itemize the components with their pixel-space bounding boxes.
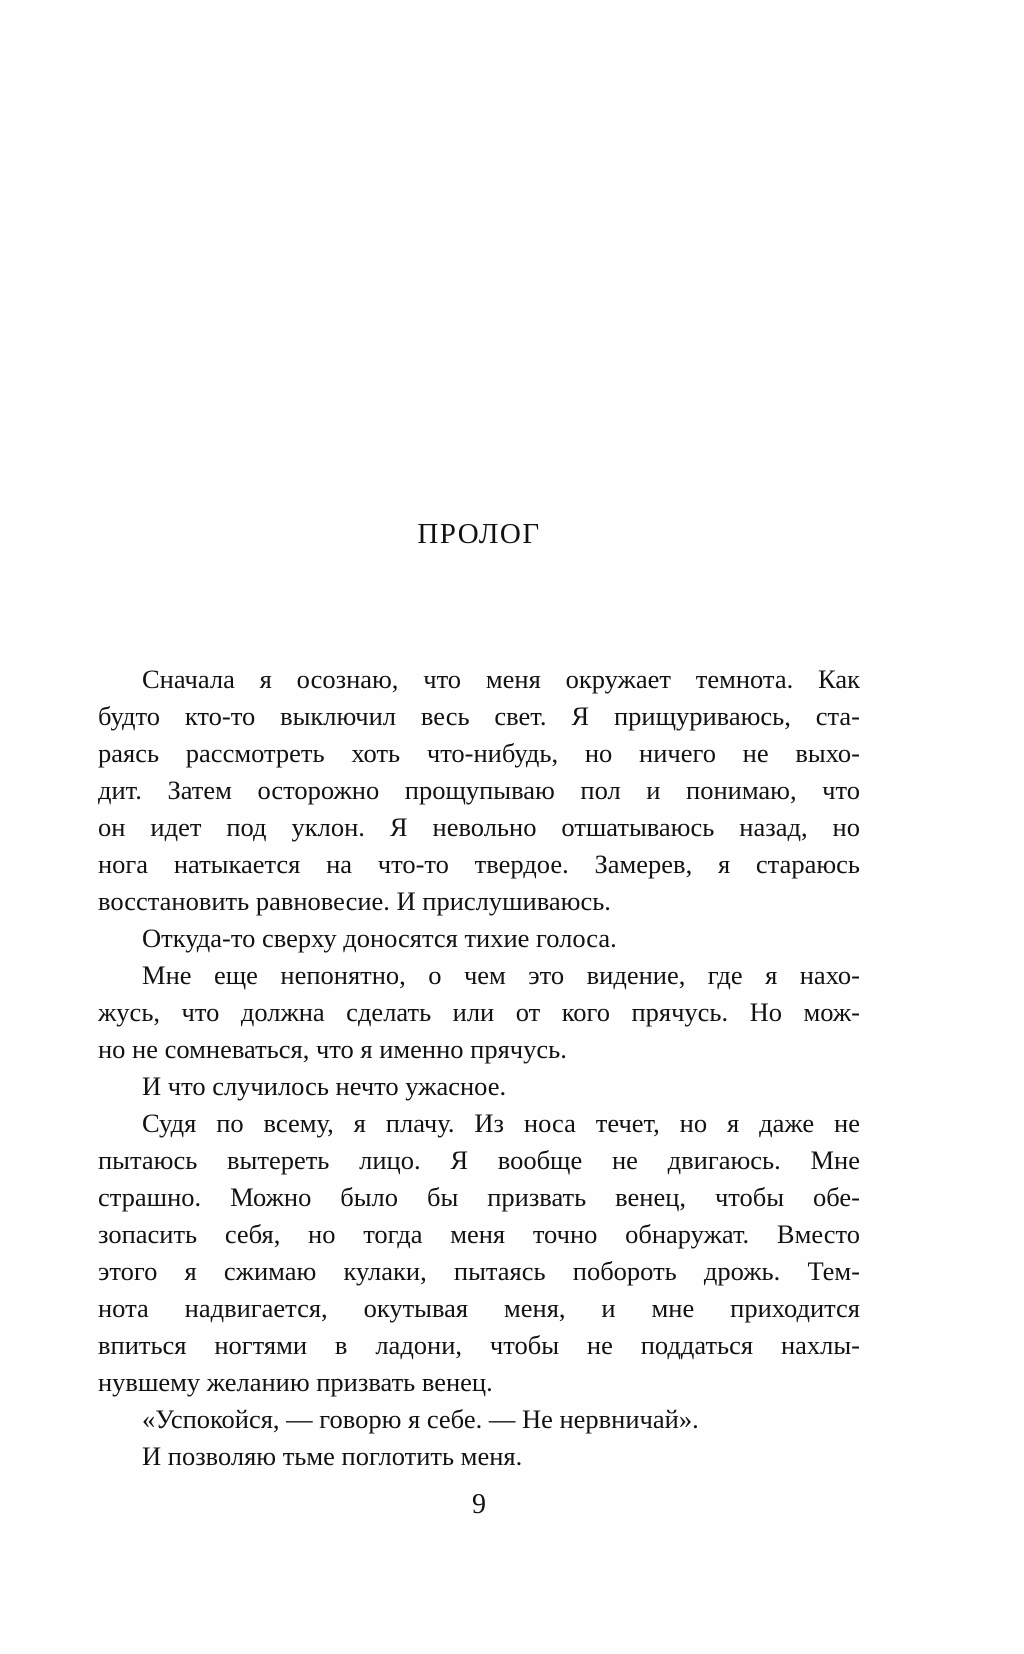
text-line: пытаюсь вытереть лицо. Я вообще не двигаюсь. Мне: [98, 1145, 860, 1175]
text-block: [98, 661, 860, 1475]
paragraph: [98, 957, 860, 1068]
text-line: страшно. Можно было бы призвать венец, чтобы обе-: [98, 1182, 860, 1212]
text-line: Сначала я осознаю, что меня окружает темнота. Как: [142, 664, 860, 694]
text-line: впиться ногтями в ладони, чтобы не поддаться нахлы-: [98, 1330, 860, 1360]
text-line: Судя по всему, я плачу. Из носа течет, но я даже не: [142, 1108, 860, 1138]
text-line: он идет под уклон. Я невольно отшатываюсь назад, но: [98, 812, 860, 842]
text-line: зопасить себя, но тогда меня точно обнаружат. Вместо: [98, 1219, 860, 1249]
text-line: нога натыкается на что-то твердое. Замерев, я стараюсь: [98, 849, 860, 879]
text-line: дит. Затем осторожно прощупываю пол и понимаю, что: [98, 775, 860, 805]
page-number: 9: [472, 1489, 486, 1520]
text-line: Мне еще непонятно, о чем это видение, где я нахо-: [142, 960, 860, 990]
text-line: И позволяю тьме поглотить меня.: [142, 1441, 523, 1471]
paragraph: [98, 1438, 860, 1475]
text-line: этого я сжимаю кулаки, пытаясь побороть дрожь. Тем-: [98, 1256, 860, 1286]
paragraph: [98, 1401, 860, 1438]
text-line: восстановить равновесие. И прислушиваюсь.: [98, 886, 611, 916]
text-line: жусь, что должна сделать или от кого прячусь. Но мож-: [98, 997, 860, 1027]
paragraph: [98, 1068, 860, 1105]
paragraph: [98, 1105, 860, 1401]
chapter-heading: ПРОЛОГ: [417, 518, 541, 550]
text-line: будто кто-то выключил весь свет. Я прищуриваюсь, ста-: [98, 701, 860, 731]
paragraph: [98, 920, 860, 957]
text-line: И что случилось нечто ужасное.: [142, 1071, 507, 1101]
text-line: нувшему желанию призвать венец.: [98, 1367, 493, 1397]
text-line: «Успокойся, — говорю я себе. — Не нервничай».: [142, 1404, 699, 1434]
text-line: нота надвигается, окутывая меня, и мне приходится: [98, 1293, 860, 1323]
paragraph: [98, 661, 860, 920]
text-line: но не сомневаться, что я именно прячусь.: [98, 1034, 567, 1064]
text-line: Откуда-то сверху доносятся тихие голоса.: [142, 923, 617, 953]
text-line: раясь рассмотреть хоть что-нибудь, но ничего не выхо-: [98, 738, 860, 768]
